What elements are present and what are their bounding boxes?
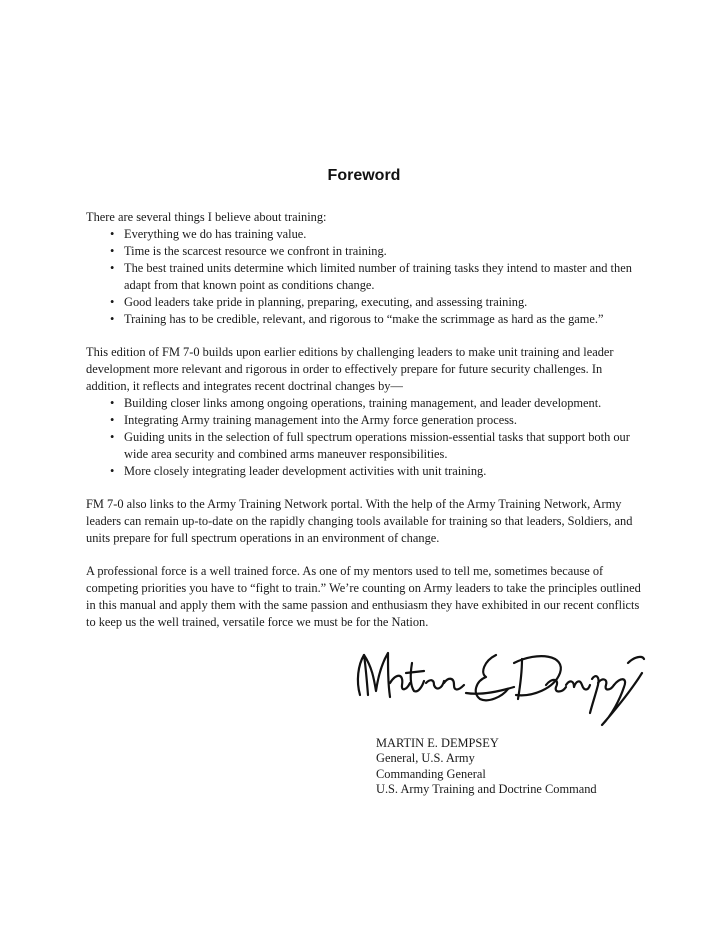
list-item: • The best trained units determine which limited number of training tasks they intend to master and then adapt from that known point as conditions change.	[86, 260, 646, 294]
signatory-name: MARTIN E. DEMPSEY	[376, 736, 499, 750]
closing-paragraph: A professional force is a well trained force. As one of my mentors used to tell me, sometimes because of competing priorities you have to “fight to train.” We’re counting on Army leaders to take the principles outlined in this manual and apply them with the same passion and enthusiasm they have exhibited in our recent conflicts to keep us the well trained, versatile force we must be for the Nation.	[86, 564, 641, 629]
signatory-command: U.S. Army Training and Doctrine Command	[376, 782, 597, 797]
changes-list	[86, 395, 646, 480]
signatory-position: Commanding General	[376, 766, 486, 781]
portal-section	[86, 496, 646, 547]
changes-section	[86, 344, 646, 480]
list-item: • Training has to be credible, relevant, and rigorous to “make the scrimmage as hard as the game.”	[86, 311, 646, 328]
list-item: • Everything we do has training value.	[86, 226, 646, 243]
list-item: • More closely integrating leader development activities with unit training.	[86, 463, 646, 480]
foreword-body	[86, 209, 646, 631]
list-item: • Building closer links among ongoing operations, training management, and leader development.	[86, 395, 646, 412]
beliefs-section	[86, 209, 646, 328]
signatory-rank: General, U.S. Army	[376, 751, 475, 766]
list-item: • Good leaders take pride in planning, preparing, executing, and assessing training.	[86, 294, 646, 311]
handwritten-signature	[346, 633, 646, 733]
signature-block	[376, 736, 597, 798]
edition-paragraph: This edition of FM 7-0 builds upon earlier editions by challenging leaders to make unit training and leader development more relevant and rigorous in order to effectively prepare for future security challenges. In addition, it reflects and integrates recent doctrinal changes by—	[86, 345, 614, 393]
intro-paragraph: There are several things I believe about training:	[86, 210, 327, 224]
list-item: • Time is the scarcest resource we confront in training.	[86, 243, 646, 260]
portal-paragraph: FM 7-0 also links to the Army Training Network portal. With the help of the Army Training Network, Army leaders can remain up-to-date on the rapidly changing tools available for training so that leaders, Soldiers, and units prepare for full spectrum operations in an environment of change.	[86, 497, 633, 545]
closing-section	[86, 563, 646, 631]
page-title: Foreword	[327, 166, 401, 184]
list-item: • Integrating Army training management into the Army force generation process.	[86, 412, 646, 429]
beliefs-list	[86, 226, 646, 328]
list-item: • Guiding units in the selection of full spectrum operations mission-essential tasks that support both our wide area security and combined arms maneuver responsibilities.	[86, 429, 646, 463]
